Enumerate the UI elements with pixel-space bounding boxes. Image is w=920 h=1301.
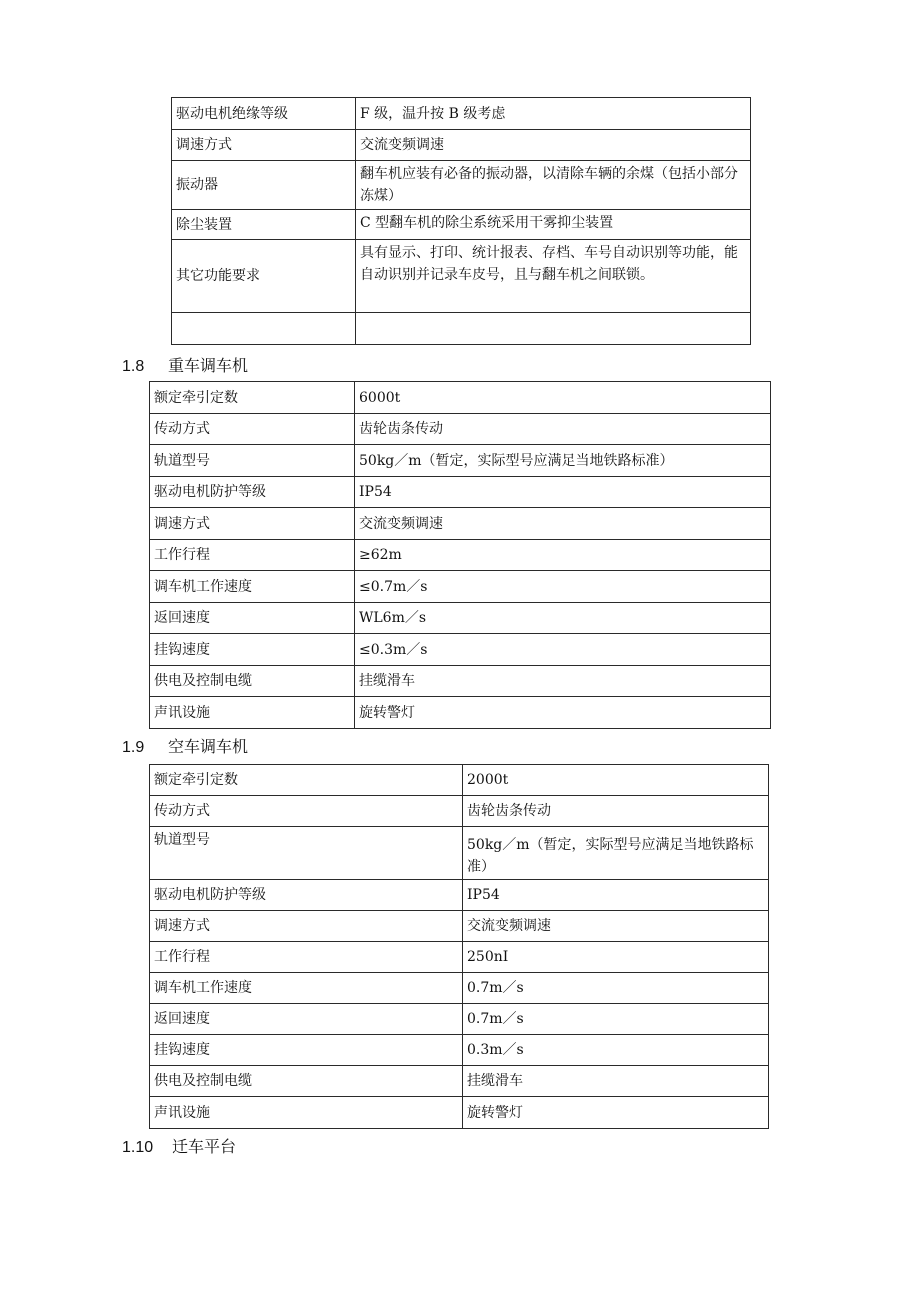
param-name: 轨道型号 xyxy=(150,445,355,477)
param-value: 齿轮齿条传动 xyxy=(463,796,769,827)
param-value: 0.7m／s xyxy=(463,973,769,1004)
param-value xyxy=(356,313,751,345)
param-value: 齿轮齿条传动 xyxy=(355,414,771,445)
param-value: 交流变频调速 xyxy=(356,130,751,161)
param-name: 额定牵引定数 xyxy=(150,765,463,796)
param-name xyxy=(172,313,356,345)
param-name: 轨道型号 xyxy=(150,827,463,880)
param-value: 旋转警灯 xyxy=(463,1097,769,1129)
param-name: 驱动电机绝缘等级 xyxy=(172,98,356,130)
param-value: 具有显示、打印、统计报表、存档、车号自动识别等功能，能自动识别并记录车皮号，且与翻车机之间联锁。 xyxy=(356,240,751,313)
table-row xyxy=(150,796,769,827)
param-name: 传动方式 xyxy=(150,414,355,445)
table-row xyxy=(150,445,771,477)
param-name: 声讯设施 xyxy=(150,1097,463,1129)
section-number: 1.10 xyxy=(122,1139,154,1156)
param-name: 调车机工作速度 xyxy=(150,571,355,603)
section-number: 1.9 xyxy=(122,739,145,756)
param-name: 其它功能要求 xyxy=(172,240,356,313)
param-name: 供电及控制电缆 xyxy=(150,1066,463,1097)
param-name: 工作行程 xyxy=(150,942,463,973)
table-row xyxy=(150,880,769,911)
table-row xyxy=(172,240,751,313)
param-name: 传动方式 xyxy=(150,796,463,827)
table-row xyxy=(172,130,751,161)
table-row xyxy=(150,382,771,414)
param-name: 供电及控制电缆 xyxy=(150,666,355,697)
param-value: 0.7m／s xyxy=(463,1004,769,1035)
param-value: 挂缆滑车 xyxy=(463,1066,769,1097)
param-name: 除尘装置 xyxy=(172,210,356,240)
param-value: 交流变频调速 xyxy=(463,911,769,942)
table-row xyxy=(150,697,771,729)
param-value: 2000t xyxy=(463,765,769,796)
param-name: 工作行程 xyxy=(150,540,355,571)
param-name: 振动器 xyxy=(172,161,356,210)
section-title: 重车调车机 xyxy=(168,356,249,375)
param-name: 返回速度 xyxy=(150,603,355,634)
table-row xyxy=(150,827,769,880)
param-value: ≤0.3m／s xyxy=(355,634,771,666)
section-heading-1-8 xyxy=(122,356,248,377)
param-name: 声讯设施 xyxy=(150,697,355,729)
param-name: 调速方式 xyxy=(172,130,356,161)
table-row xyxy=(150,1035,769,1066)
table-row xyxy=(150,571,771,603)
param-value: F 级，温升按 B 级考虑 xyxy=(356,98,751,130)
param-value: ≥62m xyxy=(355,540,771,571)
table-row xyxy=(150,973,769,1004)
param-value: 0.3m／s xyxy=(463,1035,769,1066)
param-name: 返回速度 xyxy=(150,1004,463,1035)
tippler-spec-table xyxy=(171,97,751,345)
table-row xyxy=(172,161,751,210)
section-number: 1.8 xyxy=(122,358,145,375)
param-name: 调车机工作速度 xyxy=(150,973,463,1004)
table-row xyxy=(150,634,771,666)
loaded-car-positioner-table xyxy=(149,381,771,729)
table-row xyxy=(150,477,771,508)
param-value: 旋转警灯 xyxy=(355,697,771,729)
param-value: 挂缆滑车 xyxy=(355,666,771,697)
table-row xyxy=(150,414,771,445)
table-row xyxy=(150,508,771,540)
param-name: 额定牵引定数 xyxy=(150,382,355,414)
param-value: IP54 xyxy=(463,880,769,911)
table-row xyxy=(150,540,771,571)
table-row xyxy=(150,1097,769,1129)
param-value: 250nI xyxy=(463,942,769,973)
param-value: C 型翻车机的除尘系统采用干雾抑尘装置 xyxy=(356,210,751,240)
table-row xyxy=(172,98,751,130)
param-value: ≤0.7m／s xyxy=(355,571,771,603)
table-row xyxy=(172,210,751,240)
param-value: WL6m／s xyxy=(355,603,771,634)
param-value: 6000t xyxy=(355,382,771,414)
table-row xyxy=(150,666,771,697)
param-value: IP54 xyxy=(355,477,771,508)
param-name: 挂钩速度 xyxy=(150,634,355,666)
empty-car-positioner-table xyxy=(149,764,769,1129)
section-heading-1-9 xyxy=(122,737,248,758)
param-name: 调速方式 xyxy=(150,508,355,540)
table-row xyxy=(172,313,751,345)
section-title: 迁车平台 xyxy=(172,1137,237,1156)
param-name: 驱动电机防护等级 xyxy=(150,880,463,911)
param-value: 交流变频调速 xyxy=(355,508,771,540)
table-row xyxy=(150,765,769,796)
param-name: 驱动电机防护等级 xyxy=(150,477,355,508)
table-row xyxy=(150,1066,769,1097)
param-name: 挂钩速度 xyxy=(150,1035,463,1066)
param-value: 50kg／m（暂定，实际型号应满足当地铁路标准） xyxy=(355,445,771,477)
table-row xyxy=(150,1004,769,1035)
section-title: 空车调车机 xyxy=(168,737,249,756)
table-row xyxy=(150,911,769,942)
table-row xyxy=(150,942,769,973)
table-row xyxy=(150,603,771,634)
param-name: 调速方式 xyxy=(150,911,463,942)
param-value: 50kg／m（暂定，实际型号应满足当地铁路标准） xyxy=(463,827,769,880)
param-value: 翻车机应装有必备的振动器，以清除车辆的余煤（包括小部分冻煤） xyxy=(356,161,751,210)
section-heading-1-10 xyxy=(122,1137,236,1158)
